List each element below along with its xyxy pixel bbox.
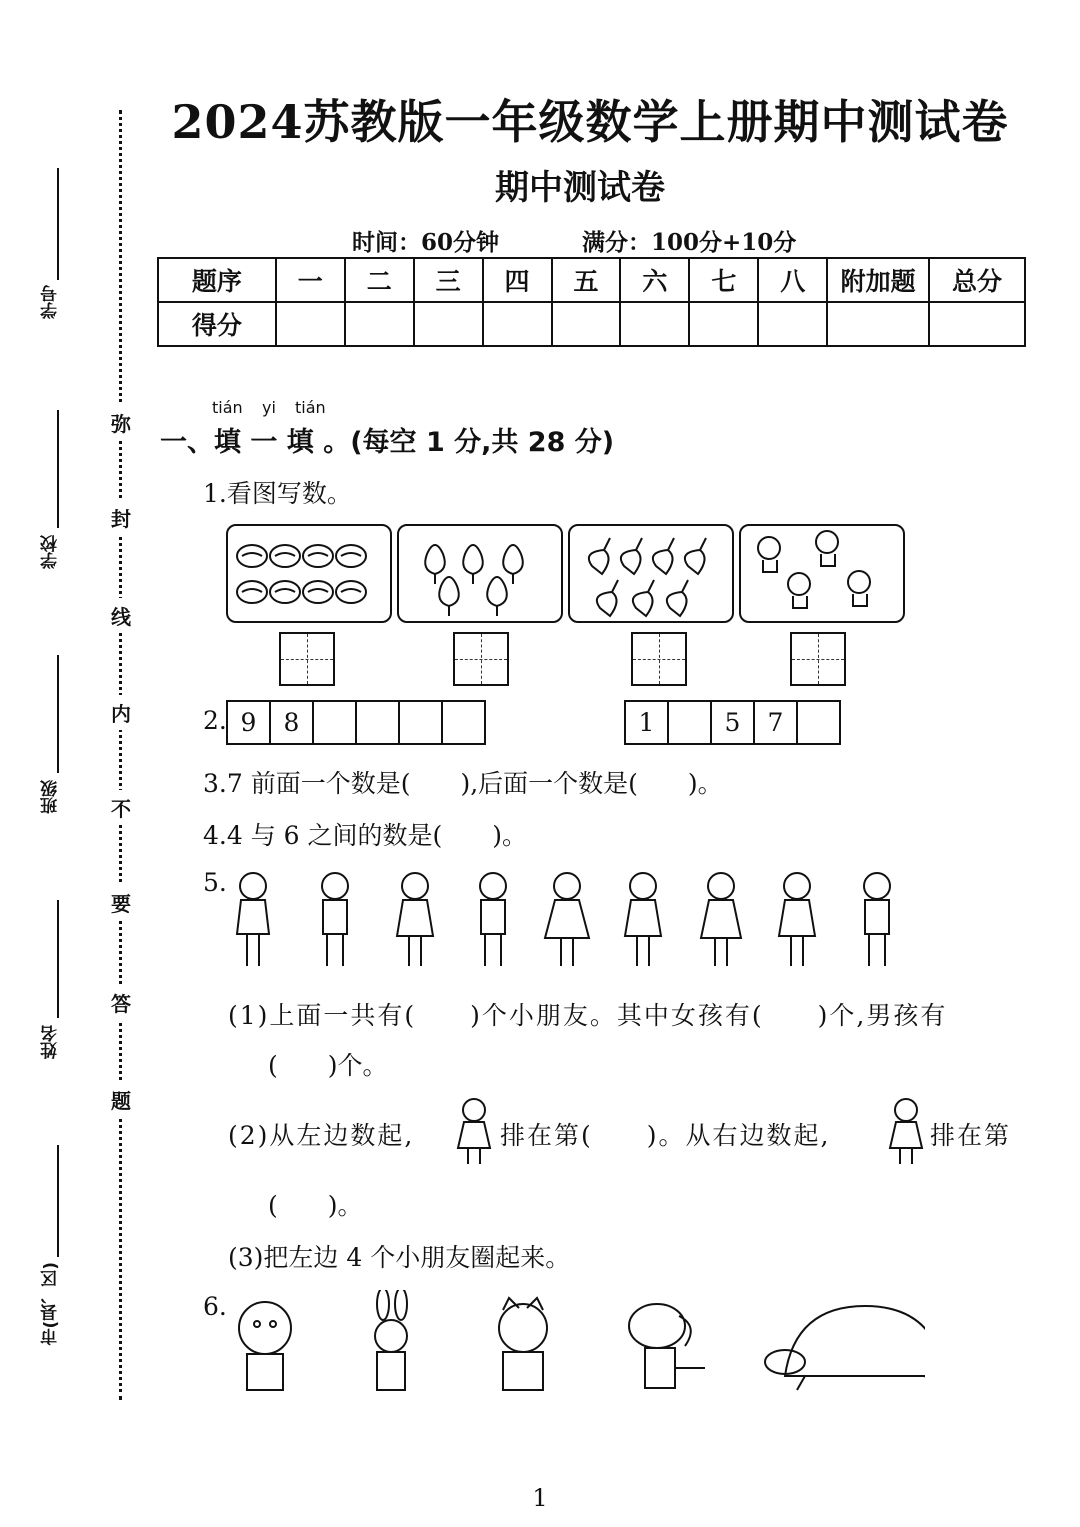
turtle-icon xyxy=(765,1306,925,1390)
picture-box-radishes xyxy=(568,524,734,623)
score-table-header-cell: 二 xyxy=(345,258,414,302)
page-subtitle: 期中测试卷 xyxy=(495,168,665,208)
exam-full-score: 满分：100分+10分 xyxy=(582,229,797,256)
sequence-cell: 7 xyxy=(753,700,798,745)
question-1: 1.看图写数。 xyxy=(203,479,352,508)
page-title: 2024苏教版一年级数学上册期中测试卷 xyxy=(171,95,1009,149)
seal-char: 答 xyxy=(108,985,134,1020)
score-table-header-cell: 题序 xyxy=(158,258,276,302)
seal-char: 弥 xyxy=(108,405,134,440)
question-5-label: 5. xyxy=(203,868,227,897)
score-table-header-cell: 六 xyxy=(620,258,689,302)
sequence-blank[interactable] xyxy=(398,700,443,745)
child-icon xyxy=(701,873,741,966)
score-cell[interactable] xyxy=(483,302,552,346)
sidebar-field-school: 学校 xyxy=(41,535,61,569)
girl-icon xyxy=(884,1096,930,1166)
sequence-blank[interactable] xyxy=(355,700,400,745)
score-table-header-row xyxy=(158,258,1025,302)
score-table-header-cell: 总分 xyxy=(929,258,1025,302)
child-icon xyxy=(397,873,433,966)
cat-icon xyxy=(499,1298,547,1390)
sequence-blank[interactable] xyxy=(441,700,486,745)
exam-time: 时间：60分钟 xyxy=(352,229,500,256)
child-icon xyxy=(237,873,269,966)
seal-dotted-line xyxy=(119,110,122,1400)
question-5-2-part-a: (2)从左边数起, xyxy=(228,1121,415,1150)
child-icon xyxy=(545,873,589,966)
answer-grid-cell[interactable] xyxy=(279,632,335,686)
answer-grid-cell[interactable] xyxy=(453,632,509,686)
seal-char: 线 xyxy=(108,598,134,633)
question-3: 3.7 前面一个数是( ),后面一个数是( )。 xyxy=(203,769,723,798)
score-cell[interactable] xyxy=(689,302,758,346)
score-table-header-cell: 一 xyxy=(276,258,345,302)
child-icon xyxy=(480,873,506,966)
seal-char: 内 xyxy=(108,695,134,730)
child-icon xyxy=(625,873,661,966)
score-table-score-row xyxy=(158,302,1025,346)
score-cell[interactable] xyxy=(758,302,827,346)
sidebar-blank-school[interactable] xyxy=(57,410,59,528)
sidebar-field-class: 班级 xyxy=(41,780,61,814)
score-table-header-cell: 四 xyxy=(483,258,552,302)
number-sequence-a xyxy=(228,700,486,745)
score-cell[interactable] xyxy=(276,302,345,346)
score-cell[interactable] xyxy=(620,302,689,346)
score-row-label: 得分 xyxy=(158,302,276,346)
sidebar-blank-district[interactable] xyxy=(57,1145,59,1257)
rabbit-icon xyxy=(375,1290,407,1390)
seal-char: 要 xyxy=(108,885,134,920)
score-cell[interactable] xyxy=(552,302,621,346)
question-5-2-part-c: 排在第 xyxy=(930,1121,1012,1150)
score-cell[interactable] xyxy=(827,302,929,346)
answer-grid-cell[interactable] xyxy=(790,632,846,686)
question-2-label: 2. xyxy=(203,706,227,735)
score-table-header-cell: 七 xyxy=(689,258,758,302)
score-table xyxy=(157,257,1026,347)
pinyin-yi: yi xyxy=(262,398,276,417)
sidebar-field-student-id: 学号 xyxy=(41,285,61,319)
number-sequence-b xyxy=(626,700,841,745)
score-table-header-cell: 三 xyxy=(414,258,483,302)
pinyin-tian-2: tián xyxy=(295,398,326,417)
sequence-cell: 9 xyxy=(226,700,271,745)
score-cell[interactable] xyxy=(929,302,1025,346)
pinyin-tian: tián xyxy=(212,398,243,417)
tree-icon xyxy=(399,526,561,621)
seal-char: 封 xyxy=(108,500,134,535)
sidebar-blank-name[interactable] xyxy=(57,900,59,1018)
sequence-blank[interactable] xyxy=(667,700,712,745)
sidebar-blank-student-id[interactable] xyxy=(57,168,59,280)
picture-box-lions xyxy=(739,524,905,623)
score-cell[interactable] xyxy=(414,302,483,346)
score-table-header-cell: 附加题 xyxy=(827,258,929,302)
score-cell[interactable] xyxy=(345,302,414,346)
seal-char: 不 xyxy=(108,790,134,825)
sequence-cell: 8 xyxy=(269,700,314,745)
sidebar-field-district: 市(县、区) xyxy=(41,1262,61,1346)
question-4: 4.4 与 6 之间的数是( )。 xyxy=(203,821,528,850)
question-5-2-part-d: ( )。 xyxy=(268,1191,363,1220)
sequence-cell: 5 xyxy=(710,700,755,745)
seal-char: 题 xyxy=(108,1082,134,1117)
sequence-cell: 1 xyxy=(624,700,669,745)
question-5-3: (3)把左边 4 个小朋友圈起来。 xyxy=(228,1243,571,1272)
sidebar-blank-class[interactable] xyxy=(57,655,59,773)
girl-icon xyxy=(452,1096,498,1166)
sidebar-field-name: 姓名 xyxy=(41,1025,61,1059)
children-illustration xyxy=(225,870,1025,975)
cabbage-icon xyxy=(228,526,390,621)
child-icon xyxy=(322,873,348,966)
child-icon xyxy=(779,873,815,966)
animals-illustration xyxy=(225,1290,925,1400)
question-6-label: 6. xyxy=(203,1292,227,1321)
child-icon xyxy=(864,873,890,966)
sequence-blank[interactable] xyxy=(312,700,357,745)
picture-box-trees xyxy=(397,524,563,623)
lion-icon xyxy=(741,526,903,621)
picture-box-cabbages xyxy=(226,524,392,623)
answer-grid-cell[interactable] xyxy=(631,632,687,686)
question-5-1-line-2: ( )个。 xyxy=(268,1051,388,1080)
radish-icon xyxy=(570,526,732,621)
question-5-1-line-1: (1)上面一共有( )个小朋友。其中女孩有( )个,男孩有 xyxy=(228,1001,948,1030)
question-5-2-part-b: 排在第( )。从右边数起, xyxy=(500,1121,831,1150)
dog-icon xyxy=(629,1304,705,1388)
tiger-icon xyxy=(239,1302,291,1390)
page-number: 1 xyxy=(532,1484,548,1512)
sequence-blank[interactable] xyxy=(796,700,841,745)
section-1-title: 一、填 一 填 。(每空 1 分,共 28 分) xyxy=(160,427,615,458)
score-table-header-cell: 八 xyxy=(758,258,827,302)
score-table-header-cell: 五 xyxy=(552,258,621,302)
